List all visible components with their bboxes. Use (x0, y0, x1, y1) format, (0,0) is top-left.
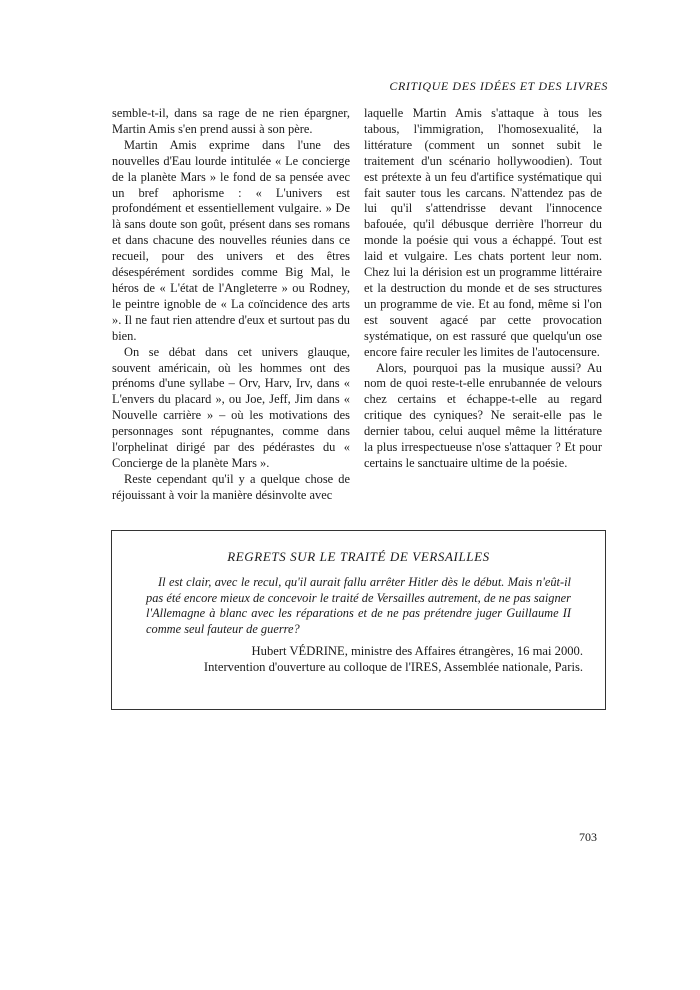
paragraph: Alors, pourquoi pas la musique aussi? Au nom de quoi reste-t-elle enrubannée de velours chez certains et échappe-t-elle au regard critique des cyniques? Ne serait-elle pas le dernier tabou, celui auquel même la littérature la plus irrespectueuse n'ose s'attaquer ? Et pour certains le sanctuaire ultime de la poésie. (364, 360, 602, 470)
page-number: 703 (579, 830, 597, 844)
quote-box (111, 530, 606, 710)
attribution-line: Hubert VÉDRINE, ministre des Affaires étrangères, 16 mai 2000. (251, 644, 583, 658)
paragraph: On se débat dans cet univers glauque, souvent américain, où les hommes ont des prénoms d'une syllabe – Orv, Harv, Irv, dans « L'envers du placard », ou Joe, Jeff, Jim dans « Nouvelle carrière » – où les motivations des personnages sont répugnantes, comme dans l'orphelinat dirigé par des pédérastes du « Concierge de la planète Mars ». (112, 344, 350, 470)
paragraph: Martin Amis exprime dans l'une des nouvelles d'Eau lourde intitulée « Le concierge de la planète Mars » le fond de sa pensée avec un bref aphorisme : « L'univers est profondément et essentiellement vulgaire. » De là sans doute son goût, présent dans ses romans et dans chacune des nouvelles réunies dans ce recueil, pour des univers et des êtres désespérément sordides comme Big Mal, le héros de « L'état de l'Angleterre » ou Rodney, le peintre ignoble de « La coïncidence des arts ». Il ne faut rien attendre d'eux et surtout pas du bien. (112, 137, 350, 343)
box-title: REGRETS SUR LE TRAITÉ DE VERSAILLES (227, 549, 490, 564)
attribution (204, 643, 583, 675)
paragraph: laquelle Martin Amis s'attaque à tous les tabous, l'immigration, l'homosexualité, la littérature (comment un sonnet subit le traitement d'un scénario hollywoodien). Tout est prétexte à un feu d'artifice systématique qui fait sauter tous les carcans. N'attendez pas de lui qu'il s'attendrisse devant l'innocence bafouée, qu'il débusque derrière l'horreur du monde la poésie qui vous a échappé. Tout est laid et vulgaire. Les chats portent leur nom. Chez lui la dérision est un programme littéraire et la destruction du monde et de ses structures un programme de vie. Et au fond, même si l'on est souvent agacé par cette provocation systématique, on est rassuré que quelqu'un ose encore faire reculer les limites de l'autocensure. (364, 106, 602, 359)
box-quote: Il est clair, avec le recul, qu'il aurait fallu arrêter Hitler dès le début. Mais n'eût-il pas été encore mieux de concevoir le traité de Versailles autrement, de ne pas saigner l'Allemagne à blanc avec les réparations et de ne pas prétendre juger Guillaume II comme seul fauteur de guerre? (146, 575, 571, 636)
paragraph: semble-t-il, dans sa rage de ne rien épargner, Martin Amis s'en prend aussi à son père. (112, 106, 350, 136)
running-head: CRITIQUE DES IDÉES ET DES LIVRES (389, 79, 608, 93)
right-column (364, 106, 602, 472)
left-column (112, 106, 350, 504)
paragraph: Reste cependant qu'il y a quelque chose de réjouissant à voir la manière désinvolte avec (112, 471, 350, 502)
attribution-line: Intervention d'ouverture au colloque de l'IRES, Assemblée nationale, Paris. (203, 660, 583, 674)
